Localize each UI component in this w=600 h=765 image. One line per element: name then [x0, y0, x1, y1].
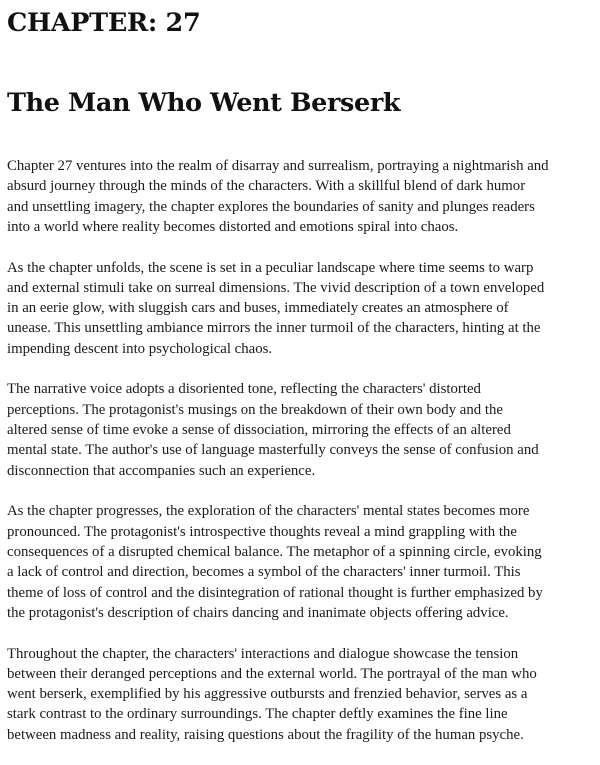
paragraph-line: the protagonist's description of chairs dancing and inanimate objects offering advice. — [7, 604, 509, 621]
paragraph-line: mental state. The author's use of language masterfully conveys the sense of confusion and — [7, 442, 539, 459]
paragraph-line: in an eerie glow, with sluggish cars and buses, immediately creates an atmosphere of — [7, 300, 509, 317]
paragraph-line: pronounced. The protagonist's introspective thoughts reveal a mind grappling with the — [7, 523, 517, 540]
paragraph-4 — [7, 501, 595, 623]
paragraph-2 — [7, 258, 595, 359]
paragraph-line: and unsettling imagery, the chapter explores the boundaries of sanity and plunges readers — [7, 198, 535, 215]
paragraph-line: stark contrast to the ordinary surroundings. The chapter deftly examines the fine line — [7, 706, 508, 723]
document-page — [7, 0, 595, 765]
chapter-body — [7, 156, 595, 745]
paragraph-line: a lack of control and direction, becomes a symbol of the characters' inner turmoil. This — [7, 564, 521, 581]
chapter-heading: CHAPTER: 27 — [7, 8, 201, 38]
paragraph-line: disconnection that accompanies such an experience. — [7, 462, 316, 479]
paragraph-line: went berserk, exemplified by his aggressive outbursts and frenzied behavior, serves as a — [7, 686, 528, 703]
paragraph-line: into a world where reality becomes distorted and emotions spiral into chaos. — [7, 218, 459, 235]
paragraph-line: perceptions. The protagonist's musings on the breakdown of their own body and the — [7, 401, 503, 418]
paragraph-line: Throughout the chapter, the characters' interactions and dialogue showcase the tension — [7, 645, 519, 662]
paragraph-line: As the chapter progresses, the exploration of the characters' mental states becomes more — [7, 503, 530, 520]
paragraph-line: impending descent into psychological chaos. — [7, 340, 273, 357]
paragraph-line: altered sense of time evoke a sense of dissociation, mirroring the effects of an altered — [7, 422, 511, 439]
paragraph-line: theme of loss of control and the disintegration of rational thought is further emphasized by — [7, 584, 543, 601]
paragraph-line: As the chapter unfolds, the scene is set in a peculiar landscape where time seems to warp — [7, 259, 534, 276]
paragraph-line: unease. This unsettling ambiance mirrors the inner turmoil of the characters, hinting at the — [7, 320, 541, 337]
paragraph-line: Chapter 27 ventures into the realm of disarray and surrealism, portraying a nightmarish and — [7, 158, 549, 174]
paragraph-line: between their deranged perceptions and the external world. The portrayal of the man who — [7, 665, 537, 682]
paragraph-line: between madness and reality, raising questions about the fragility of the human psyche. — [7, 726, 524, 743]
paragraph-1 — [7, 156, 595, 237]
paragraph-line: consequences of a disrupted chemical balance. The metaphor of a spinning circle, evoking — [7, 543, 542, 560]
paragraph-5 — [7, 644, 595, 745]
paragraph-line: absurd journey through the minds of the characters. With a skillful blend of dark humor — [7, 178, 526, 195]
chapter-title: The Man Who Went Berserk — [7, 88, 401, 118]
paragraph-line: and external stimuli take on surreal dimensions. The vivid description of a town enveloped — [7, 279, 545, 296]
paragraph-line: The narrative voice adopts a disoriented tone, reflecting the characters' distorted — [7, 381, 481, 398]
paragraph-3 — [7, 379, 595, 480]
